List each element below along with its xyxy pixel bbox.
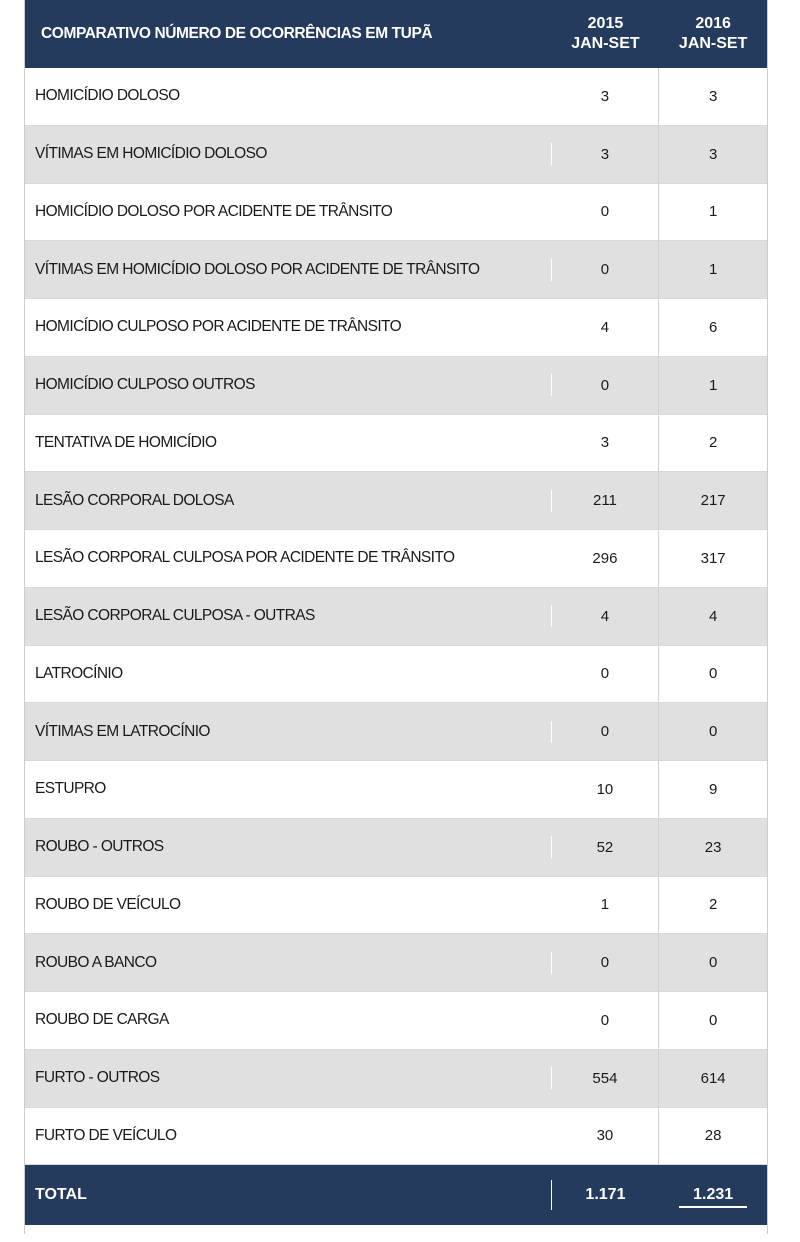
row-label: HOMICÍDIO DOLOSO [35, 87, 180, 105]
table-title: COMPARATIVO NÚMERO DE OCORRÊNCIAS EM TUPÃ [41, 25, 433, 42]
row-label: FURTO - OUTROS [25, 1069, 552, 1087]
row-label: LATROCÍNIO [35, 664, 123, 682]
value-2015: 30 [552, 1108, 660, 1165]
value-2016: 23 [704, 838, 722, 856]
table-row [25, 646, 767, 704]
column-header-2015 [552, 14, 660, 54]
value-2015: 0 [552, 703, 660, 760]
row-label: HOMICÍDIO DOLOSO POR ACIDENTE DE TRÂNSITO [35, 202, 393, 220]
value-2016: 1 [708, 203, 718, 221]
value-2016: 4 [708, 607, 718, 625]
row-label: TENTATIVA DE HOMICÍDIO [35, 433, 217, 451]
row-label: ROUBO A BANCO [25, 954, 552, 972]
value-2015: 1 [552, 877, 660, 934]
value-2016 [659, 357, 767, 414]
table-row [25, 530, 767, 588]
value-2016: 9 [708, 780, 718, 798]
table-row [25, 472, 767, 530]
table-row [25, 588, 767, 646]
value-2016: 0 [708, 1011, 718, 1029]
table-row [25, 299, 767, 357]
table-row [25, 1108, 767, 1166]
row-label: LESÃO CORPORAL DOLOSA [25, 492, 552, 510]
row-label: VÍTIMAS EM HOMICÍDIO DOLOSO [25, 145, 552, 163]
value-2015: 10 [552, 761, 660, 818]
value-2016: 28 [704, 1127, 722, 1145]
total-2015 [552, 1186, 660, 1204]
value-2016-text: 0 [708, 954, 718, 972]
occurrences-table [24, 0, 768, 1234]
table-row [25, 703, 767, 761]
table-row [25, 992, 767, 1050]
total-2016-value: 1.231 [679, 1186, 747, 1208]
value-2015: 52 [552, 819, 660, 876]
value-2016 [659, 934, 767, 991]
value-2016: 3 [708, 145, 718, 163]
table-row [25, 819, 767, 877]
column-2016-period: JAN-SET [678, 35, 748, 52]
value-2015: 211 [552, 472, 660, 529]
total-2015-value: 1.171 [585, 1186, 626, 1204]
value-2016: 0 [708, 665, 718, 683]
value-2016-text: 1 [708, 376, 718, 394]
row-label: FURTO DE VEÍCULO [35, 1126, 177, 1144]
value-2015: 0 [552, 241, 660, 298]
table-body [25, 68, 767, 1165]
column-header-2016 [659, 14, 767, 54]
row-label: HOMICÍDIO CULPOSO OUTROS [25, 376, 552, 394]
row-label: ESTUPRO [35, 780, 106, 798]
value-2016: 2 [708, 434, 718, 452]
table-header [25, 0, 767, 68]
total-2016 [659, 1186, 767, 1204]
row-label: VÍTIMAS EM HOMICÍDIO DOLOSO POR ACIDENTE DE TRÂNSITO [25, 261, 552, 279]
value-2016: 0 [708, 723, 718, 741]
value-2015: 0 [552, 357, 660, 414]
row-label: ROUBO DE CARGA [35, 1011, 169, 1029]
table-row [25, 184, 767, 242]
value-2016: 217 [700, 492, 726, 510]
value-2016: 3 [708, 87, 718, 105]
value-2015: 4 [552, 588, 660, 645]
value-2015: 0 [552, 184, 660, 241]
table-row [25, 357, 767, 415]
table-row [25, 241, 767, 299]
table-row [25, 126, 767, 184]
value-2015: 296 [552, 530, 660, 587]
value-2015: 554 [552, 1050, 660, 1107]
table-row [25, 877, 767, 935]
value-2015: 3 [552, 126, 660, 183]
row-label: VÍTIMAS EM LATROCÍNIO [25, 723, 552, 741]
table-row [25, 1050, 767, 1108]
value-2016: 2 [708, 896, 718, 914]
table-row [25, 415, 767, 473]
value-2015: 0 [552, 934, 660, 991]
row-label: HOMICÍDIO CULPOSO POR ACIDENTE DE TRÂNSITO [35, 318, 402, 336]
value-2015: 0 [552, 992, 660, 1049]
row-label: LESÃO CORPORAL CULPOSA POR ACIDENTE DE TRÂNSITO [35, 549, 455, 567]
row-label: ROUBO DE VEÍCULO [35, 895, 181, 913]
value-2015: 3 [552, 68, 660, 125]
total-label: TOTAL [25, 1186, 552, 1204]
value-2015: 0 [552, 646, 660, 703]
column-2015-year: 2015 [587, 15, 624, 32]
column-2016-year: 2016 [695, 15, 731, 32]
value-2015: 4 [552, 299, 660, 356]
value-2015: 3 [552, 415, 660, 472]
table-row [25, 761, 767, 819]
table-row [25, 934, 767, 992]
value-2016: 1 [708, 261, 718, 279]
row-label: LESÃO CORPORAL CULPOSA - OUTRAS [25, 607, 552, 625]
row-label: ROUBO - OUTROS [25, 838, 552, 856]
value-2016: 6 [708, 318, 718, 336]
column-2015-period: JAN-SET [571, 35, 640, 52]
table-row [25, 68, 767, 126]
total-row [25, 1165, 767, 1225]
value-2016: 614 [700, 1069, 726, 1087]
value-2016: 317 [700, 549, 726, 567]
